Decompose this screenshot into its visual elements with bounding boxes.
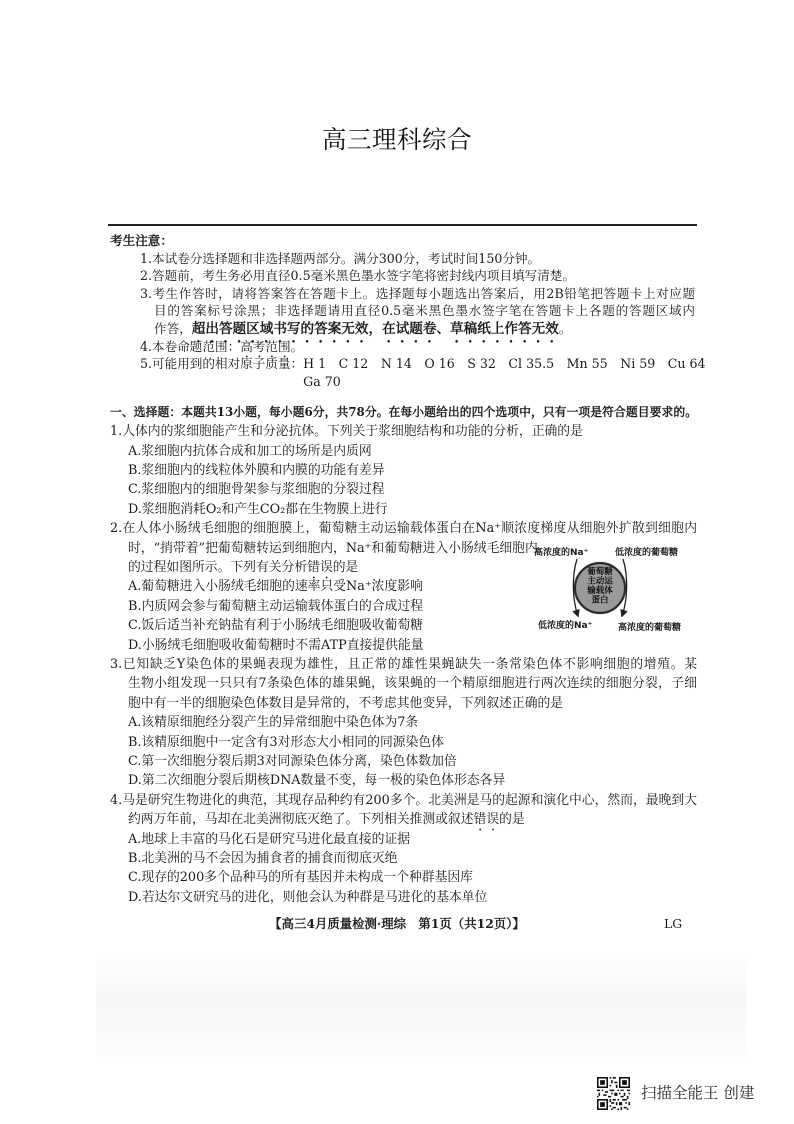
option-c: C.第一次细胞分裂后期3对同源染色体分离，染色体数加倍 <box>128 753 457 769</box>
option-d: D.若达尔文研究马的进化，则他会认为种群是马进化的基本单位 <box>128 889 488 905</box>
atomic-mass-list <box>303 355 718 373</box>
question-4 <box>110 791 697 907</box>
stem-emphasis: 错误 <box>307 560 333 576</box>
notice-heading: 考生注意： <box>110 233 173 248</box>
notice-item-1: 1.本试卷分选择题和非选择题两部分。满分300分，考试时间150分钟。 <box>140 250 541 266</box>
footer-code: LG <box>664 916 683 931</box>
label-low-na: 低浓度的Na⁺ <box>538 621 593 631</box>
notice-item-5 <box>140 355 706 390</box>
option-a: A.浆细胞内抗体合成和加工的场所是内质网 <box>128 443 372 459</box>
qr-code <box>597 1077 630 1110</box>
atomic-mass: Mn 55 <box>566 356 608 372</box>
atomic-mass: O 16 <box>424 356 455 372</box>
notice-item-4-text: 4.本卷命题范围： <box>140 338 241 354</box>
option-c: C.饭后适当补充钠盐有利于小肠绒毛细胞吸收葡萄糖 <box>128 618 423 634</box>
scanner-watermark: 扫描全能王 创建 <box>641 1084 755 1102</box>
candidate-notice <box>110 232 706 390</box>
stem-emphasis: 错误 <box>473 812 500 828</box>
scan-shading <box>96 950 746 1062</box>
notice-item-3-line-1: 3.考生作答时，请将答案答在答题卡上。选择题每小题选出答案后，用2B铅笔把答题卡上对应题 <box>140 285 695 301</box>
option-d: D.浆细胞消耗O₂和产生CO₂都在生物膜上进行 <box>128 501 388 517</box>
notice-item-3-line-2: 目的答案标号涂黑；非选择题请用直径0.5毫米黑色墨水签字笔在答题卡上各题的答题区域内 <box>154 303 695 319</box>
label-high-na: 高浓度的Na⁺ <box>534 548 589 558</box>
question-list <box>110 422 697 907</box>
carrier-label-line-4: 蛋白 <box>591 595 609 606</box>
atomic-mass: Cl 35.5 <box>508 356 555 372</box>
label-high-glucose: 高浓度的葡萄糖 <box>618 623 682 633</box>
notice-item-3-line-3 <box>154 320 697 338</box>
page-footer: 【高三4月质量检测·理综 第1页（共12页）】 <box>269 916 525 931</box>
notice-item-4-tail: 。 <box>290 338 304 354</box>
carrier-label-line-1: 葡萄糖 <box>587 567 613 577</box>
option-b: B.浆细胞内的线粒体外膜和内膜的功能有差异 <box>128 463 385 479</box>
option-d: D.小肠绒毛细胞吸收葡萄糖时不需ATP直接提供能量 <box>128 637 424 653</box>
option-c: C.浆细胞内的细胞骨架参与浆细胞的分裂过程 <box>128 482 385 498</box>
atomic-mass-label: 5.可能用到的相对原子质量： <box>140 356 304 372</box>
atomic-mass: N 14 <box>380 356 412 372</box>
notice-item-4 <box>140 338 697 356</box>
notice-item-4-emphasis: 高考范围 <box>240 338 291 354</box>
atomic-mass: H 1 <box>303 356 327 372</box>
stem-tail: 的是 <box>499 812 525 828</box>
question-stem-continued <box>128 810 697 829</box>
question-stem-continued: 生物小组发现一只只有7条染色体的雄果蝇，该果蝇的一个精原细胞进行两次连续的细胞分裂，子细 <box>128 676 697 692</box>
stem-tail: 的是 <box>332 560 359 576</box>
question-stem-continued: 时，“捎带着”把葡萄糖转运到细胞内，Na⁺和葡萄糖进入小肠绒毛细胞内 <box>128 540 538 556</box>
stem-text: 约两万年前，马却在北美洲彻底灭绝了。下列相关推测或叙述 <box>128 812 474 828</box>
question-stem: 3.已知缺乏Y染色体的果蝇表现为雄性，且正常的雄性果蝇缺失一条常染色体不影响细胞的增殖。某 <box>110 656 697 672</box>
section-heading: 一、选择题：本题共13小题，每小题6分，共78分。在每小题给出的四个选项中，只有一项是符合题目要求的。 <box>110 405 697 419</box>
question-stem-continued: 胞中有一半的细胞染色体数目是异常的，不考虑其他变异，下列叙述正确的是 <box>128 695 564 711</box>
option-c: C.现存的200多个品种马的所有基因并未构成一个种群基因库 <box>128 870 473 886</box>
cotransport-figure <box>530 543 690 635</box>
carrier-label-line-2: 主动运 <box>587 576 613 587</box>
option-a: A.葡萄糖进入小肠绒毛细胞的速率只受Na⁺浓度影响 <box>128 579 423 595</box>
option-d: D.第二次细胞分裂后期核DNA数量不变，每一极的染色体形态各异 <box>128 773 506 789</box>
option-b: B.北美洲的马不会因为捕食者的捕食而彻底灭绝 <box>128 850 398 866</box>
question-stem: 1.人体内的浆细胞能产生和分泌抗体。下列关于浆细胞结构和功能的分析，正确的是 <box>110 424 583 440</box>
option-b: B.内质网会参与葡萄糖主动运输载体蛋白的合成过程 <box>128 598 424 614</box>
question-stem: 4.马是研究生物进化的典范，其现存品种约有200多个。北美洲是马的起源和演化中心，然而，最晚到大 <box>110 792 697 808</box>
question-3 <box>110 655 697 791</box>
atomic-mass: Ga 70 <box>303 373 341 389</box>
question-1 <box>110 422 697 519</box>
atomic-mass: S 32 <box>467 356 496 372</box>
notice-item-3-emphasis: 超出答题区域书写的答案无效，在试题卷、草稿纸上作答无效 <box>191 320 559 337</box>
option-b: B.该精原细胞中一定含有3对形态大小相同的同源染色体 <box>128 734 444 750</box>
notice-item-2: 2.答题前，考生务必用直径0.5毫米黑色墨水签字笔将密封线内项目填写清楚。 <box>140 268 576 284</box>
option-a: A.该精原细胞经分裂产生的异常细胞中染色体为7条 <box>128 715 419 731</box>
question-stem: 2.在人体小肠绒毛细胞的细胞膜上，葡萄糖主动运输载体蛋白在Na⁺顺浓度梯度从细胞外扩散到细胞内 <box>110 521 697 537</box>
notice-item-3-text: 作答， <box>154 320 192 336</box>
page-title: 高三理科综合 <box>322 125 472 154</box>
atomic-mass: Ni 59 <box>620 356 656 372</box>
option-a: A.地球上丰富的马化石是研究马进化最直接的证据 <box>128 831 411 847</box>
atomic-mass-list-continued <box>303 373 718 391</box>
carrier-label-line-3: 输载体 <box>587 586 613 596</box>
atomic-mass: Cu 64 <box>667 356 706 372</box>
stem-text: 的过程如图所示。下列有关分析 <box>128 560 308 576</box>
title-rule <box>108 224 697 226</box>
notice-item-3-tail: 。 <box>558 320 572 336</box>
label-low-glucose: 低浓度的葡萄糖 <box>615 548 679 558</box>
atomic-mass-spacer <box>140 373 303 391</box>
atomic-mass: C 12 <box>338 356 369 372</box>
